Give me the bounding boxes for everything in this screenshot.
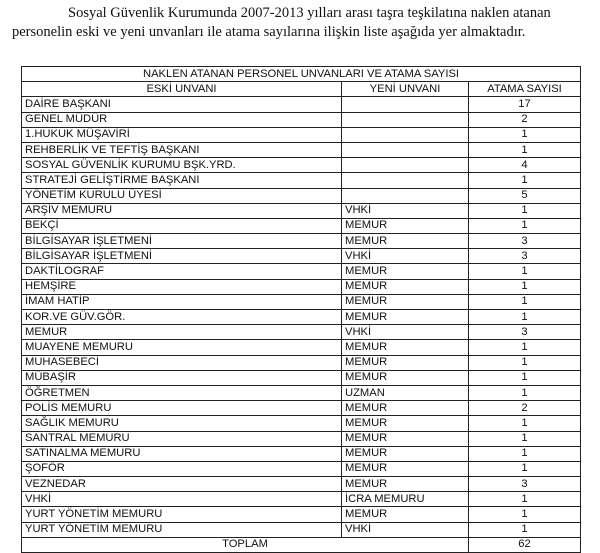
table-row [22,385,581,400]
new-title-cell [342,112,469,127]
count-cell: 1 [469,431,581,446]
count-cell: 1 [469,446,581,461]
count-cell: 1 [469,370,581,385]
new-title-cell: UZMAN [342,385,469,400]
old-title-cell: MUHASEBECİ [22,355,342,370]
table-row [22,355,581,370]
table-row [22,158,581,173]
new-title-cell: MEMUR [342,446,469,461]
count-cell: 1 [469,173,581,188]
old-title-cell: SANTRAL MEMURU [22,431,342,446]
table-row [22,127,581,142]
assignment-table [21,66,581,553]
table-row [22,340,581,355]
table-row [22,401,581,416]
new-title-cell: MEMUR [342,401,469,416]
table-row [22,173,581,188]
table-row [22,431,581,446]
table-row [22,477,581,492]
new-title-cell: MEMUR [342,279,469,294]
table-row [22,294,581,309]
table-row [22,370,581,385]
count-cell: 1 [469,507,581,522]
table-row [22,97,581,112]
new-title-cell [342,127,469,142]
count-cell: 1 [469,340,581,355]
count-cell: 1 [469,294,581,309]
new-title-cell: VHKİ [342,325,469,340]
new-title-cell: MEMUR [342,294,469,309]
table-row [22,507,581,522]
count-cell: 3 [469,325,581,340]
old-title-cell: BİLGİSAYAR İŞLETMENİ [22,234,342,249]
old-title-cell: STRATEJİ GELİŞTİRME BAŞKANI [22,173,342,188]
table-row [22,446,581,461]
new-title-cell [342,188,469,203]
intro-line-1: Sosyal Güvenlik Kurumunda 2007-2013 yılları arası taşra teşkilatına naklen atanan [68,5,551,21]
old-title-cell: REHBERLİK VE TEFTİŞ BAŞKANI [22,142,342,157]
new-title-cell: MEMUR [342,310,469,325]
table-row [22,218,581,233]
new-title-cell: MEMUR [342,507,469,522]
new-title-cell: MEMUR [342,218,469,233]
old-title-cell: MÜBAŞİR [22,370,342,385]
old-title-cell: ÖĞRETMEN [22,385,342,400]
new-title-cell: MEMUR [342,340,469,355]
new-title-cell: MEMUR [342,355,469,370]
table-row [22,188,581,203]
old-title-cell: ARŞİV MEMURU [22,203,342,218]
count-cell: 1 [469,127,581,142]
count-cell: 2 [469,401,581,416]
old-title-cell: SATINALMA MEMURU [22,446,342,461]
table-row [22,492,581,507]
table-header-row [22,82,581,97]
header-new-title: YENİ UNVANI [342,82,469,97]
old-title-cell: POLİS MEMURU [22,401,342,416]
old-title-cell: SAĞLIK MEMURU [22,416,342,431]
count-cell: 17 [469,97,581,112]
count-cell: 2 [469,112,581,127]
table-row [22,416,581,431]
new-title-cell [342,97,469,112]
table-row [22,142,581,157]
total-label: TOPLAM [22,537,469,552]
count-cell: 1 [469,416,581,431]
table-row [22,249,581,264]
count-cell: 1 [469,492,581,507]
old-title-cell: YURT YÖNETİM MEMURU [22,507,342,522]
count-cell: 1 [469,142,581,157]
table-title-row [22,67,581,82]
new-title-cell [342,142,469,157]
new-title-cell: MEMUR [342,477,469,492]
table-row [22,522,581,537]
old-title-cell: BEKÇİ [22,218,342,233]
old-title-cell: BİLGİSAYAR İŞLETMENİ [22,249,342,264]
old-title-cell: GENEL MÜDÜR [22,112,342,127]
new-title-cell: MEMUR [342,461,469,476]
count-cell: 3 [469,477,581,492]
table-row [22,461,581,476]
count-cell: 1 [469,264,581,279]
old-title-cell: VEZNEDAR [22,477,342,492]
table-row [22,325,581,340]
old-title-cell: DAİRE BAŞKANI [22,97,342,112]
count-cell: 1 [469,310,581,325]
new-title-cell: VHKİ [342,203,469,218]
new-title-cell: İCRA MEMURU [342,492,469,507]
count-cell: 1 [469,461,581,476]
new-title-cell: MEMUR [342,370,469,385]
new-title-cell: MEMUR [342,431,469,446]
count-cell: 3 [469,249,581,264]
old-title-cell: YURT YÖNETİM MEMURU [22,522,342,537]
old-title-cell: MUAYENE MEMURU [22,340,342,355]
table-row [22,279,581,294]
old-title-cell: MEMUR [22,325,342,340]
header-count: ATAMA SAYISI [469,82,581,97]
table-title: NAKLEN ATANAN PERSONEL UNVANLARI VE ATAMA SAYISI [22,67,581,82]
header-old-title: ESKİ UNVANI [22,82,342,97]
old-title-cell: YÖNETİM KURULU ÜYESİ [22,188,342,203]
new-title-cell: VHKİ [342,249,469,264]
count-cell: 1 [469,218,581,233]
count-cell: 1 [469,203,581,218]
count-cell: 5 [469,188,581,203]
new-title-cell: MEMUR [342,416,469,431]
count-cell: 1 [469,522,581,537]
new-title-cell: MEMUR [342,264,469,279]
old-title-cell: VHKİ [22,492,342,507]
old-title-cell: DAKTİLOGRAF [22,264,342,279]
table-row [22,310,581,325]
new-title-cell: VHKİ [342,522,469,537]
intro-line-2: personelin eski ve yeni unvanları ile atama sayılarına ilişkin liste aşağıda yer almaktadır. [12,24,526,40]
table-row [22,112,581,127]
old-title-cell: 1.HUKUK MÜŞAVİRİ [22,127,342,142]
new-title-cell [342,158,469,173]
old-title-cell: İMAM HATİP [22,294,342,309]
total-row [22,537,581,552]
table-row [22,234,581,249]
count-cell: 1 [469,385,581,400]
old-title-cell: ŞOFÖR [22,461,342,476]
count-cell: 1 [469,279,581,294]
old-title-cell: KOR.VE GÜV.GÖR. [22,310,342,325]
total-value: 62 [469,537,581,552]
new-title-cell [342,173,469,188]
count-cell: 3 [469,234,581,249]
old-title-cell: SOSYAL GÜVENLİK KURUMU BŞK.YRD. [22,158,342,173]
new-title-cell: MEMUR [342,234,469,249]
table-row [22,264,581,279]
count-cell: 1 [469,355,581,370]
count-cell: 4 [469,158,581,173]
old-title-cell: HEMŞİRE [22,279,342,294]
table-row [22,203,581,218]
intro-paragraph [12,4,590,42]
